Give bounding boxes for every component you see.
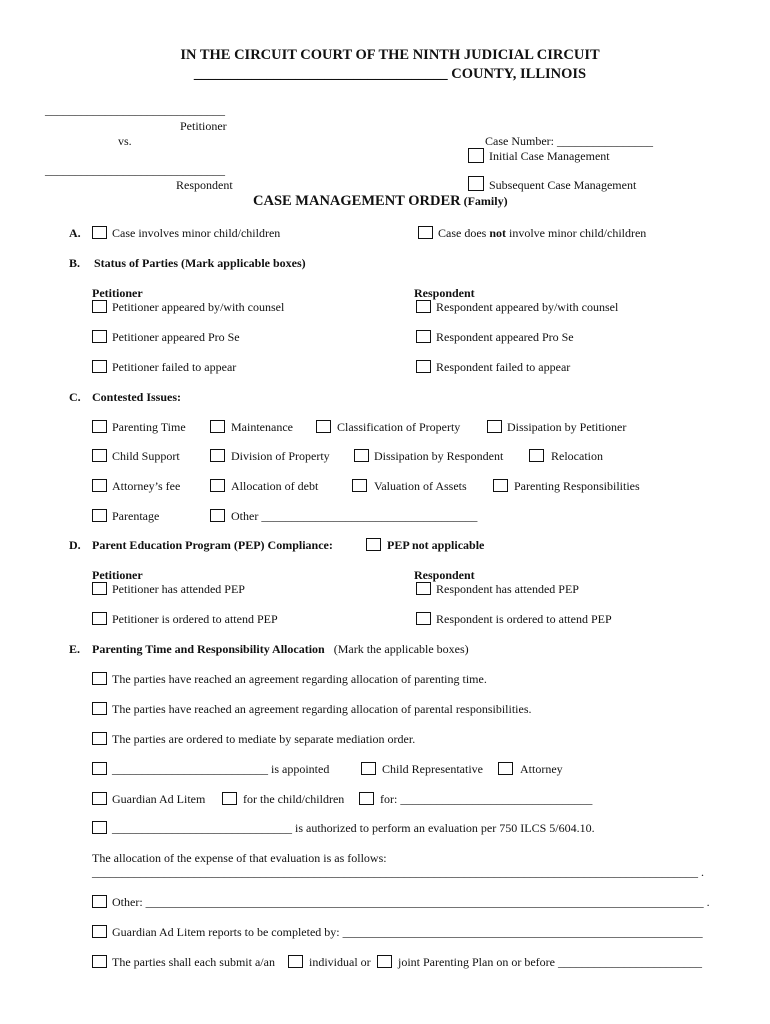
allocation-debt-label: Allocation of debt <box>231 479 319 493</box>
for-children-checkbox[interactable] <box>222 792 237 805</box>
child-support-checkbox[interactable] <box>92 449 107 462</box>
dissipation-petitioner-checkbox[interactable] <box>487 420 502 433</box>
classification-checkbox[interactable] <box>316 420 331 433</box>
other-issue-field[interactable]: Other ____________________________________ <box>231 509 478 523</box>
maintenance-checkbox[interactable] <box>210 420 225 433</box>
subsequent-case-management-label: Subsequent Case Management <box>489 178 637 192</box>
parenting-time-label: Parenting Time <box>112 420 186 434</box>
petitioner-pro-se-checkbox[interactable] <box>92 330 107 343</box>
gal-reports-checkbox[interactable] <box>92 925 107 938</box>
division-label: Division of Property <box>231 449 330 463</box>
expense-label: The allocation of the expense of that evaluation is as follows: <box>92 851 387 865</box>
for-specific-field[interactable]: for: ________________________________ <box>380 792 593 806</box>
parenting-responsibilities-checkbox[interactable] <box>493 479 508 492</box>
section-e-letter: E. <box>69 642 81 656</box>
mediate-checkbox[interactable] <box>92 732 107 745</box>
valuation-checkbox[interactable] <box>352 479 367 492</box>
petitioner-attended-pep-checkbox[interactable] <box>92 582 107 595</box>
respondent-label: Respondent <box>176 178 233 192</box>
expense-field[interactable]: _____________________________________________________________________________________________________ . <box>92 865 704 879</box>
vs-label: vs. <box>118 134 132 148</box>
valuation-label: Valuation of Assets <box>374 479 467 493</box>
section-e-heading: Parenting Time and Responsibility Allocation (Mark the applicable boxes) <box>92 642 469 656</box>
section-c-letter: C. <box>69 390 81 404</box>
petitioner-failed-label: Petitioner failed to appear <box>112 360 237 374</box>
respondent-counsel-label: Respondent appeared by/with counsel <box>436 300 619 314</box>
respondent-ordered-pep-checkbox[interactable] <box>416 612 431 625</box>
attorneys-fee-checkbox[interactable] <box>92 479 107 492</box>
section-a-letter: A. <box>69 226 81 240</box>
parentage-label: Parentage <box>112 509 160 523</box>
individual-plan-label: individual or <box>309 955 371 969</box>
petitioner-ordered-pep-label: Petitioner is ordered to attend PEP <box>112 612 278 626</box>
initial-case-management-label: Initial Case Management <box>489 149 610 163</box>
evaluation-checkbox[interactable] <box>92 821 107 834</box>
respondent-attended-pep-checkbox[interactable] <box>416 582 431 595</box>
dissipation-respondent-label: Dissipation by Respondent <box>374 449 504 463</box>
petitioner-name-field[interactable]: ______________________________ <box>45 103 225 117</box>
petitioner-ordered-pep-checkbox[interactable] <box>92 612 107 625</box>
parenting-responsibilities-label: Parenting Responsibilities <box>514 479 640 493</box>
section-c-heading: Contested Issues: <box>92 390 182 404</box>
relocation-label: Relocation <box>551 449 603 463</box>
attorneys-fee-label: Attorney’s fee <box>112 479 181 493</box>
allocation-debt-checkbox[interactable] <box>210 479 225 492</box>
guardian-ad-litem-checkbox[interactable] <box>92 792 107 805</box>
parentage-checkbox[interactable] <box>92 509 107 522</box>
for-children-label: for the child/children <box>243 792 345 806</box>
appointed-checkbox[interactable] <box>92 762 107 775</box>
petitioner-counsel-checkbox[interactable] <box>92 300 107 313</box>
pep-petitioner-heading: Petitioner <box>92 568 143 582</box>
agree-responsibilities-label: The parties have reached an agreement regarding allocation of parental responsibilities. <box>112 702 532 716</box>
case-involves-children-checkbox[interactable] <box>92 226 107 239</box>
dissipation-petitioner-label: Dissipation by Petitioner <box>507 420 627 434</box>
section-d-heading: Parent Education Program (PEP) Compliance: <box>92 538 333 552</box>
pep-not-applicable-checkbox[interactable] <box>366 538 381 551</box>
maintenance-label: Maintenance <box>231 420 293 434</box>
petitioner-heading: Petitioner <box>92 286 143 300</box>
section-b-letter: B. <box>69 256 81 270</box>
attorney-label: Attorney <box>520 762 563 776</box>
other-issue-checkbox[interactable] <box>210 509 225 522</box>
case-not-involve-children-label: Case does not involve minor child/children <box>438 226 647 240</box>
section-b-heading: Status of Parties (Mark applicable boxes) <box>94 256 306 270</box>
respondent-ordered-pep-label: Respondent is ordered to attend PEP <box>436 612 612 626</box>
mediate-label: The parties are ordered to mediate by separate mediation order. <box>112 732 416 746</box>
petitioner-failed-checkbox[interactable] <box>92 360 107 373</box>
respondent-heading: Respondent <box>414 286 475 300</box>
appointed-field[interactable]: __________________________ is appointed <box>112 762 330 776</box>
respondent-pro-se-checkbox[interactable] <box>416 330 431 343</box>
submit-plan-label: The parties shall each submit a/an <box>112 955 275 969</box>
agree-parenting-time-label: The parties have reached an agreement regarding allocation of parenting time. <box>112 672 487 686</box>
classification-label: Classification of Property <box>337 420 461 434</box>
parenting-time-checkbox[interactable] <box>92 420 107 433</box>
respondent-pro-se-label: Respondent appeared Pro Se <box>436 330 574 344</box>
child-support-label: Child Support <box>112 449 180 463</box>
attorney-checkbox[interactable] <box>498 762 513 775</box>
subsequent-case-management-checkbox[interactable] <box>468 176 484 191</box>
evaluation-field[interactable]: ______________________________ is authorized to perform an evaluation per 750 ILCS 5/604.10. <box>112 821 595 835</box>
petitioner-counsel-label: Petitioner appeared by/with counsel <box>112 300 285 314</box>
respondent-failed-label: Respondent failed to appear <box>436 360 571 374</box>
joint-plan-checkbox[interactable] <box>377 955 392 968</box>
pep-not-applicable-label: PEP not applicable <box>387 538 485 552</box>
individual-plan-checkbox[interactable] <box>288 955 303 968</box>
case-number-field[interactable]: Case Number: ________________ <box>485 134 653 148</box>
respondent-failed-checkbox[interactable] <box>416 360 431 373</box>
respondent-name-field[interactable]: ______________________________ <box>45 163 225 177</box>
submit-plan-checkbox[interactable] <box>92 955 107 968</box>
agree-responsibilities-checkbox[interactable] <box>92 702 107 715</box>
section-d-letter: D. <box>69 538 81 552</box>
gal-reports-field[interactable]: Guardian Ad Litem reports to be completed by: ____________________________________________________________ <box>112 925 703 939</box>
order-title: CASE MANAGEMENT ORDER (Family) <box>253 193 508 209</box>
initial-case-management-checkbox[interactable] <box>468 148 484 163</box>
guardian-ad-litem-label: Guardian Ad Litem <box>112 792 206 806</box>
other-field[interactable]: Other: _____________________________________________________________________________________________ . <box>112 895 710 909</box>
other-checkbox[interactable] <box>92 895 107 908</box>
joint-plan-field[interactable]: joint Parenting Plan on or before ________________________ <box>398 955 702 969</box>
case-not-involve-children-checkbox[interactable] <box>418 226 433 239</box>
respondent-attended-pep-label: Respondent has attended PEP <box>436 582 579 596</box>
case-involves-children-label: Case involves minor child/children <box>112 226 281 240</box>
pep-respondent-heading: Respondent <box>414 568 475 582</box>
dissipation-respondent-checkbox[interactable] <box>354 449 369 462</box>
respondent-counsel-checkbox[interactable] <box>416 300 431 313</box>
court-title: IN THE CIRCUIT COURT OF THE NINTH JUDICIAL CIRCUIT <box>180 47 600 63</box>
child-representative-checkbox[interactable] <box>361 762 376 775</box>
county-line: ___________________________________ COUNTY, ILLINOIS <box>193 66 587 82</box>
child-representative-label: Child Representative <box>382 762 483 776</box>
petitioner-attended-pep-label: Petitioner has attended PEP <box>112 582 245 596</box>
division-checkbox[interactable] <box>210 449 225 462</box>
for-specific-checkbox[interactable] <box>359 792 374 805</box>
agree-parenting-time-checkbox[interactable] <box>92 672 107 685</box>
petitioner-label: Petitioner <box>180 119 227 133</box>
relocation-checkbox[interactable] <box>529 449 544 462</box>
petitioner-pro-se-label: Petitioner appeared Pro Se <box>112 330 240 344</box>
